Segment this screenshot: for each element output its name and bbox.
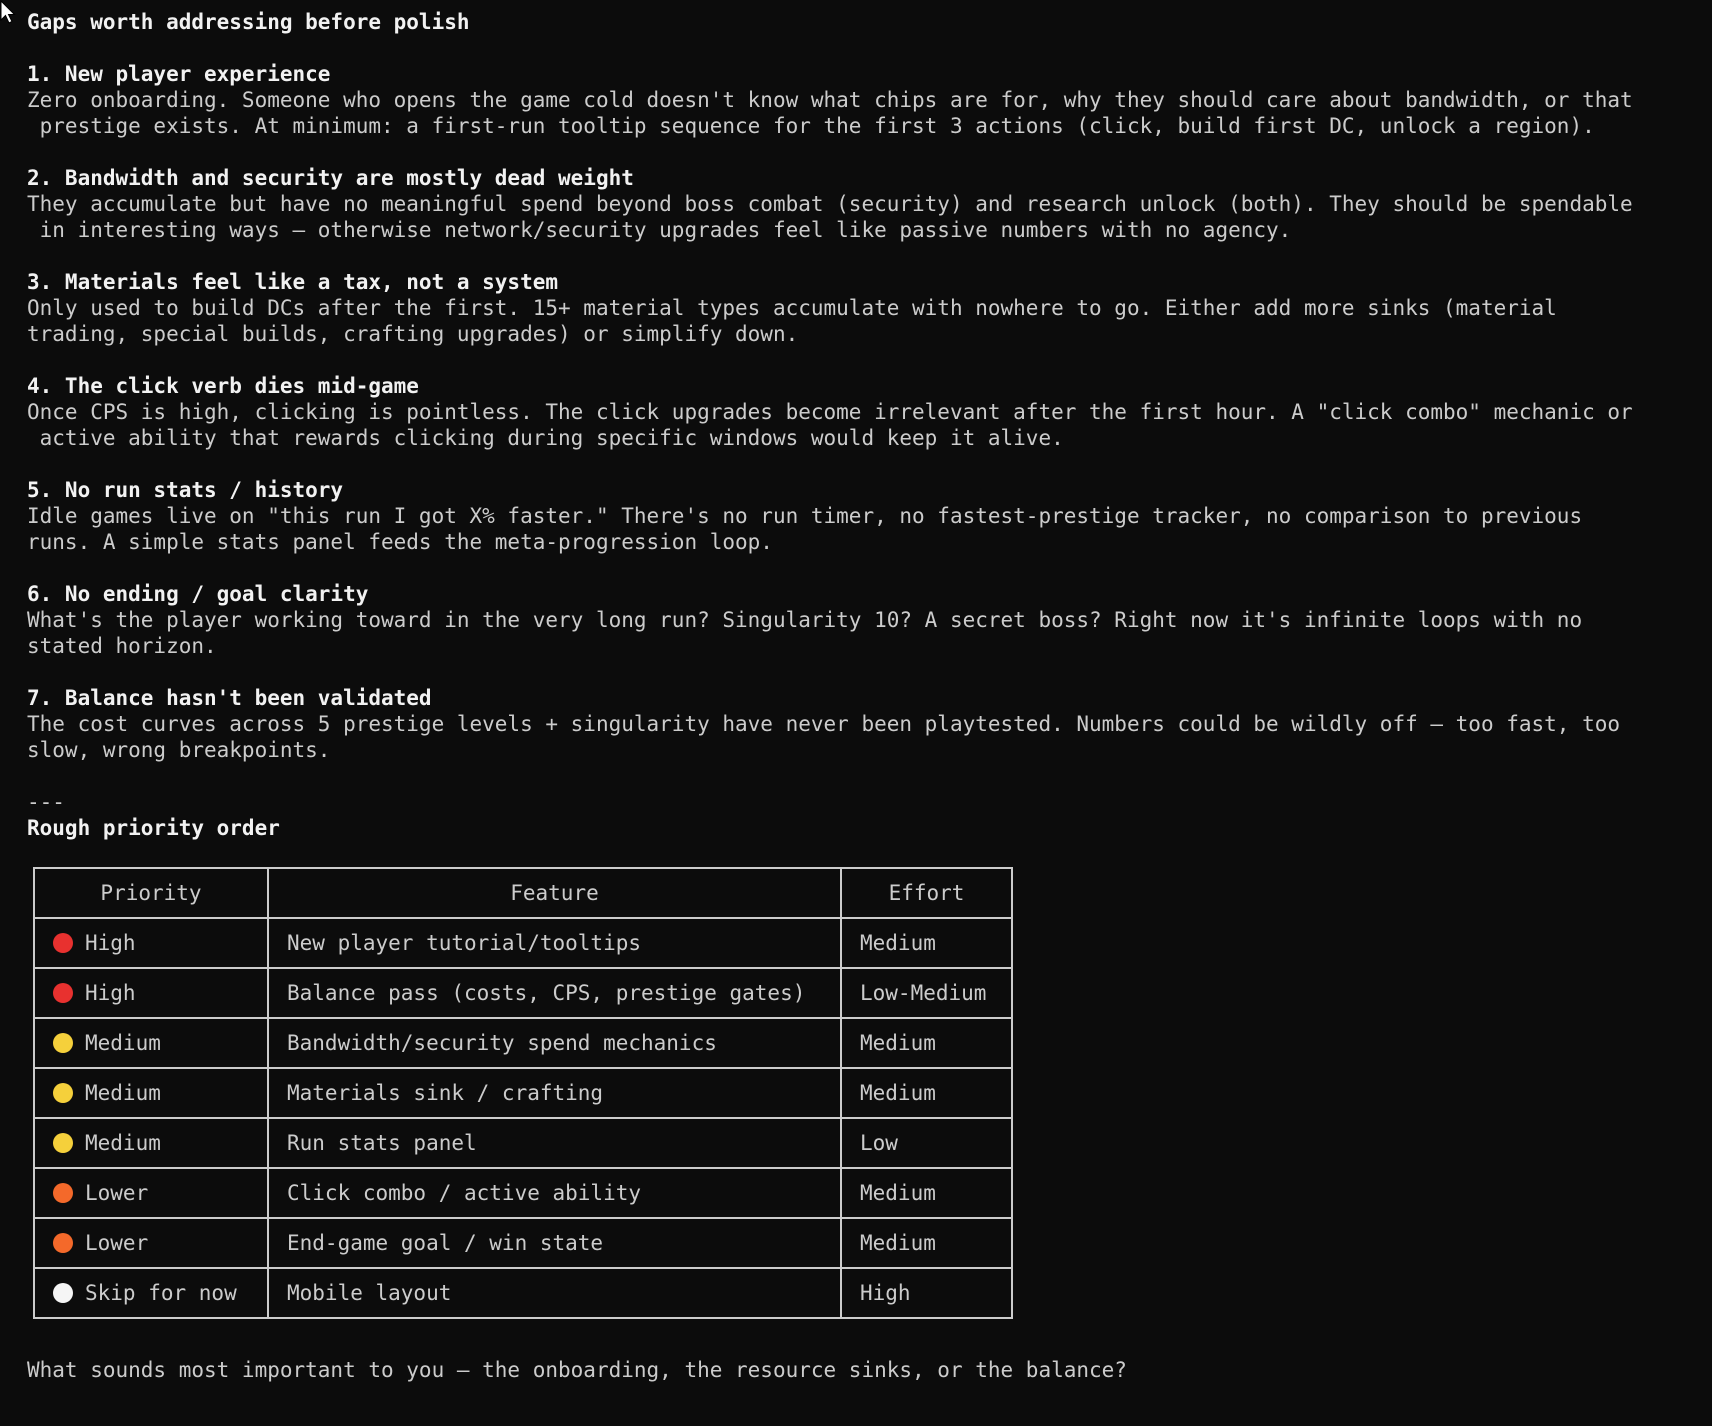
gap-description-line: Zero onboarding. Someone who opens the game cold doesn't know what chips are for, why they should care about bandwidth, or that	[27, 88, 1633, 112]
gap-title: 3. Materials feel like a tax, not a system	[27, 270, 559, 294]
priority-label: High	[85, 931, 136, 955]
gap-description-line: The cost curves across 5 prestige levels + singularity have never been playtested. Numbers could be wildly off — too fast, too	[27, 712, 1621, 736]
priority-label: Medium	[85, 1031, 161, 1055]
priority-cell	[34, 968, 268, 1018]
priority-cell	[34, 1218, 268, 1268]
gap-description-line: Idle games live on "this run I got X% faster." There's no run timer, no fastest-prestige tracker, no comparison to previous	[27, 504, 1583, 528]
effort-cell: High	[841, 1268, 1012, 1318]
header-feature: Feature	[268, 868, 841, 918]
gap-title: 4. The click verb dies mid-game	[27, 374, 419, 398]
gap-title: 7. Balance hasn't been validated	[27, 686, 432, 710]
gap-description-line: runs. A simple stats panel feeds the meta-progression loop.	[27, 530, 773, 554]
gap-section	[27, 61, 1687, 139]
feature-cell: Mobile layout	[268, 1268, 841, 1318]
priority-cell	[34, 1268, 268, 1318]
priority-dot-icon	[53, 983, 73, 1003]
feature-cell: New player tutorial/tooltips	[268, 918, 841, 968]
priority-label: Lower	[85, 1181, 149, 1205]
gap-title: 5. No run stats / history	[27, 478, 344, 502]
effort-cell: Medium	[841, 918, 1012, 968]
table-row	[34, 1018, 1012, 1068]
feature-cell: Click combo / active ability	[268, 1168, 841, 1218]
table-row	[34, 1218, 1012, 1268]
table-row	[34, 1268, 1012, 1318]
feature-cell: Bandwidth/security spend mechanics	[268, 1018, 841, 1068]
table-row	[34, 1118, 1012, 1168]
gap-description-line: They accumulate but have no meaningful spend beyond boss combat (security) and research unlock (both). They should be spendable	[27, 192, 1633, 216]
gap-description-line: Once CPS is high, clicking is pointless. The click upgrades become irrelevant after the first hour. A "click combo" mechanic or	[27, 400, 1633, 424]
closing-question: What sounds most important to you — the onboarding, the resource sinks, or the balance?	[27, 1358, 1127, 1382]
gap-description-line: prestige exists. At minimum: a first-run tooltip sequence for the first 3 actions (click, build first DC, unlock a region).	[27, 114, 1595, 138]
gap-section	[27, 581, 1687, 659]
priority-table	[33, 867, 1013, 1319]
effort-cell: Low-Medium	[841, 968, 1012, 1018]
priority-cell	[34, 1118, 268, 1168]
table-row	[34, 1068, 1012, 1118]
feature-cell: Run stats panel	[268, 1118, 841, 1168]
header-effort: Effort	[841, 868, 1012, 918]
priority-cell	[34, 918, 268, 968]
gap-description-line: stated horizon.	[27, 634, 217, 658]
effort-cell: Medium	[841, 1168, 1012, 1218]
gap-section	[27, 269, 1687, 347]
gap-title: 6. No ending / goal clarity	[27, 582, 369, 606]
mouse-pointer-icon	[0, 0, 16, 26]
priority-dot-icon	[53, 933, 73, 953]
gap-description-line: What's the player working toward in the very long run? Singularity 10? A secret boss? Right now it's infinite loops with no	[27, 608, 1583, 632]
priority-dot-icon	[53, 1183, 73, 1203]
feature-cell: End-game goal / win state	[268, 1218, 841, 1268]
priority-dot-icon	[53, 1283, 73, 1303]
table-row	[34, 918, 1012, 968]
gap-section	[27, 373, 1687, 451]
effort-cell: Medium	[841, 1068, 1012, 1118]
gap-section	[27, 685, 1687, 763]
horizontal-rule: ---	[27, 790, 65, 814]
header-priority: Priority	[34, 868, 268, 918]
priority-label: Lower	[85, 1231, 149, 1255]
priority-label: Skip for now	[85, 1281, 237, 1305]
priority-dot-icon	[53, 1133, 73, 1153]
gap-description-line: active ability that rewards clicking during specific windows would keep it alive.	[27, 426, 1064, 450]
priority-dot-icon	[53, 1083, 73, 1103]
table-header-row	[34, 868, 1012, 918]
priority-heading: Rough priority order	[27, 816, 280, 840]
priority-label: Medium	[85, 1131, 161, 1155]
page-heading: Gaps worth addressing before polish	[27, 10, 470, 34]
gap-description-line: trading, special builds, crafting upgrades) or simplify down.	[27, 322, 799, 346]
priority-cell	[34, 1168, 268, 1218]
table-row	[34, 1168, 1012, 1218]
gap-description-line: Only used to build DCs after the first. 15+ material types accumulate with nowhere to go. Either add more sinks (material	[27, 296, 1557, 320]
priority-label: High	[85, 981, 136, 1005]
table-row	[34, 968, 1012, 1018]
priority-label: Medium	[85, 1081, 161, 1105]
effort-cell: Medium	[841, 1018, 1012, 1068]
gap-description-line: slow, wrong breakpoints.	[27, 738, 331, 762]
gap-title: 1. New player experience	[27, 62, 331, 86]
priority-dot-icon	[53, 1233, 73, 1253]
gap-section	[27, 477, 1687, 555]
terminal-output	[27, 9, 1687, 1383]
gaps-list	[27, 61, 1687, 763]
priority-cell	[34, 1018, 268, 1068]
priority-dot-icon	[53, 1033, 73, 1053]
effort-cell: Low	[841, 1118, 1012, 1168]
priority-cell	[34, 1068, 268, 1118]
gap-section	[27, 165, 1687, 243]
effort-cell: Medium	[841, 1218, 1012, 1268]
gap-title: 2. Bandwidth and security are mostly dead weight	[27, 166, 634, 190]
gap-description-line: in interesting ways — otherwise network/security upgrades feel like passive numbers with no agency.	[27, 218, 1292, 242]
feature-cell: Balance pass (costs, CPS, prestige gates)	[268, 968, 841, 1018]
feature-cell: Materials sink / crafting	[268, 1068, 841, 1118]
